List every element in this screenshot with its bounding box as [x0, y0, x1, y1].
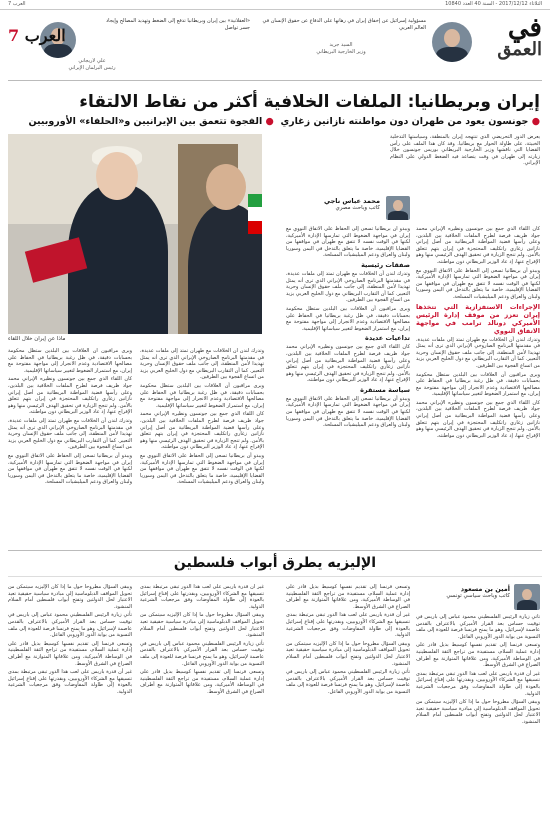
section-logo: [484, 13, 542, 60]
article2-author-name: أمين بن مسعود: [460, 585, 510, 593]
article-intro: يعرض الدور التحريضي الذي تنتهجه إيران بالمنطقة، وسياستها التدخلية الخبيثة، على طاولة الحوار مع بريطانيا. وقد كان هذا الملف على رأس القضايا التي ناقشها وزير الخارجية البريطاني بوريس جونسون خلال زيارته إلى طهران في وقت يتصاعد فيه الضغط الدولي على النظام الإيراني.: [390, 134, 540, 167]
author-title: كاتب وباحث مصري: [335, 205, 380, 211]
article2-column-1: تأتي زيارة الرئيس الفلسطيني محمود عباس إلى باريس في توقيت حساس بعد القرار الأميركي بالاعتراف بالقدس عاصمة لإسرائيل، وهو ما يمنح فرنسا فرصة للعودة إلى ملف التسوية من بوابة الدور الأوروبي الفاعل. وتسعى فرنسا إلى تقديم نفسها كوسيط بديل قادر على إدارة عملية السلام، مستفيدة من تراجع الثقة الفلسطينية في الوساطة الأميركية، ومن علاقاتها المتوازنة مع أطراف الصراع في الشرق الأوسط. غير أن قدرة باريس على لعب هذا الدور تبقى مرتبطة بمدى تنسيقها مع الشركاء الأوروبيين، وبقدرتها على إقناع إسرائيل بالعودة إلى طاولة المفاوضات وفق مرجعيات الشرعية الدولية. ويبقى السؤال مطروحا حول ما إذا كان الإليزيه سيتمكن من تحويل المواقف الدبلوماسية إلى مبادرة سياسية حقيقية تعيد الاعتبار لحل الدولتين وتفتح أبواب فلسطين أمام السلام المنشود.: [416, 614, 540, 725]
brand-mark: [8, 26, 66, 45]
top-strip: [0, 0, 550, 10]
article2-column-4: ويبقى السؤال مطروحا حول ما إذا كان الإليزيه سيتمكن من تحويل المواقف الدبلوماسية إلى مبادرة سياسية حقيقية تعيد الاعتبار لحل الدولتين وتفتح أبواب فلسطين أمام السلام المنشود. تأتي زيارة الرئيس الفلسطيني محمود عباس إلى باريس في توقيت حساس بعد القرار الأميركي بالاعتراف بالقدس عاصمة لإسرائيل، وهو ما يمنح فرنسا فرصة للعودة إلى ملف التسوية من بوابة الدور الأوروبي الفاعل. وتسعى فرنسا إلى تقديم نفسها كوسيط بديل قادر على إدارة عملية السلام، مستفيدة من تراجع الثقة الفلسطينية في الوساطة الأميركية، ومن علاقاتها المتوازنة مع أطراف الصراع في الشرق الأوسط. غير أن قدرة باريس على لعب هذا الدور تبقى مرتبطة بمدى تنسيقها مع الشركاء الأوروبيين، وبقدرتها على إقناع إسرائيل بالعودة إلى طاولة المفاوضات وفق مرجعيات الشرعية الدولية.: [8, 584, 132, 695]
person-right-title: وزير الخارجية البريطاني: [316, 49, 366, 55]
column-heading-red: الإجراءات الاستفزازية التي تتخذها إيران تعزز من موقف إدارة الرئيس الأميركي دونالد ترامب في مواجهة الاتفاق النووي: [416, 302, 540, 335]
person-left-title: رئيس البرلمان الإيراني: [68, 65, 116, 71]
column-heading-policy: سياسة مستقرة: [360, 385, 410, 394]
article2-column-2: وتسعى فرنسا إلى تقديم نفسها كوسيط بديل قادر على إدارة عملية السلام، مستفيدة من تراجع الثقة الفلسطينية في الوساطة الأميركية، ومن علاقاتها المتوازنة مع أطراف الصراع في الشرق الأوسط. غير أن قدرة باريس على لعب هذا الدور تبقى مرتبطة بمدى تنسيقها مع الشركاء الأوروبيين، وبقدرتها على إقناع إسرائيل بالعودة إلى طاولة المفاوضات وفق مرجعيات الشرعية الدولية. ويبقى السؤال مطروحا حول ما إذا كان الإليزيه سيتمكن من تحويل المواقف الدبلوماسية إلى مبادرة سياسية حقيقية تعيد الاعتبار لحل الدولتين وتفتح أبواب فلسطين أمام السلام المنشود. تأتي زيارة الرئيس الفلسطيني محمود عباس إلى باريس في توقيت حساس بعد القرار الأميركي بالاعتراف بالقدس عاصمة لإسرائيل، وهو ما يمنح فرنسا فرصة للعودة إلى ملف التسوية من بوابة الدور الأوروبي الفاعل.: [286, 584, 410, 695]
author-name: محمد عباس ناجي: [324, 197, 380, 205]
article-column-4: ويرى مراقبون أن العلاقات بين البلدين ستظل محكومة بحسابات دقيقة، في ظل رغبة بريطانيا في الحفاظ على مصالحها الاقتصادية وعدم الانجرار إلى مواجهة مفتوحة مع إيران، مع استمرار الضغوط لتغيير سياساتها الإقليمية. كان اللقاء الذي جمع بين جونسون ونظيره الإيراني محمد جواد ظريف فرصة لطرح الملفات الخلافية بين البلدين، وعلى رأسها قضية المواطنة البريطانية من أصل إيراني نازانين زغاري راتكليف المحتجزة في إيران بتهم تتعلق بالأمن. ولم تنجح الزيارة في تحقيق الهدف الرئيسي منها وهو الإفراج عنها، إذ عاد الوزير البريطاني دون مواطنته. وتدرك لندن أن الخلافات مع طهران تمتد إلى ملفات عديدة، في مقدمتها البرنامج الصاروخي الإيراني الذي ترى أنه يمثل تهديدا لأمن المنطقة، إلى جانب ملف حقوق الإنسان وحرية التعبير. كما أن التقارب البريطاني مع دول الخليج العربي يزيد من اتساع الفجوة بين الطرفين. ويبدو أن بريطانيا تسعى إلى الحفاظ على الاتفاق النووي مع إيران في مواجهة الضغوط التي تمارسها الإدارة الأميركية، لكنها في الوقت نفسه لا تتفق مع طهران في مواقفها من القضايا الإقليمية، خاصة ما يتعلق بالتدخل في اليمن وسوريا ولبنان والعراق ودعم الميليشيات المسلحة.: [8, 348, 132, 486]
article-column-3: وتدرك لندن أن الخلافات مع طهران تمتد إلى ملفات عديدة، في مقدمتها البرنامج الصاروخي الإيراني الذي ترى أنه يمثل تهديدا لأمن المنطقة، إلى جانب ملف حقوق الإنسان وحرية التعبير. كما أن التقارب البريطاني مع دول الخليج العربي يزيد من اتساع الفجوة بين الطرفين. ويرى مراقبون أن العلاقات بين البلدين ستظل محكومة بحسابات دقيقة، في ظل رغبة بريطانيا في الحفاظ على مصالحها الاقتصادية وعدم الانجرار إلى مواجهة مفتوحة مع إيران، مع استمرار الضغوط لتغيير سياساتها الإقليمية. كان اللقاء الذي جمع بين جونسون ونظيره الإيراني محمد جواد ظريف فرصة لطرح الملفات الخلافية بين البلدين، وعلى رأسها قضية المواطنة البريطانية من أصل إيراني نازانين زغاري راتكليف المحتجزة في إيران بتهم تتعلق بالأمن. ولم تنجح الزيارة في تحقيق الهدف الرئيسي منها وهو الإفراج عنها، إذ عاد الوزير البريطاني دون مواطنته. ويبدو أن بريطانيا تسعى إلى الحفاظ على الاتفاق النووي مع إيران في مواجهة الضغوط التي تمارسها الإدارة الأميركية، لكنها في الوقت نفسه لا تتفق مع طهران في مواقفها من القضايا الإقليمية، خاصة ما يتعلق بالتدخل في اليمن وسوريا ولبنان والعراق ودعم الميليشيات المسلحة.: [140, 348, 264, 486]
flag-icon: [248, 194, 262, 234]
article-headline: إيران وبريطانيا: الملفات الخلافية أكثر من نقاط الالتقاء: [79, 92, 540, 112]
avatar-right: [432, 22, 472, 62]
issue-date: الثلاثاء 2017/12/12 - السنة 40 العدد 10840: [445, 1, 542, 7]
column-heading-deals: صفقات رئيسية: [361, 260, 410, 269]
article2-author-avatar: [514, 584, 540, 610]
sub-headline-2: الفجوة تتعمق بين الإيرانيين و«الحلفاء» الأوروبيين: [28, 116, 263, 127]
logo-line-2: العمق: [497, 39, 542, 60]
article2-rule: [8, 576, 542, 577]
photo-caption: ماذا عن إيران خلال اللقاء: [8, 336, 66, 342]
sub-headline-1: جونسون يعود من طهران دون مواطنته نازانين زغاري: [280, 116, 529, 127]
teaser-right: مسؤولية إسرائيل عن إخفاق إيران في رهانها على الدفاع عن حقوق الإنسان في العالم العربي: [262, 18, 426, 31]
person-left-name: علي لاريجاني: [78, 58, 106, 64]
article-column-1: كان اللقاء الذي جمع بين جونسون ونظيره الإيراني محمد جواد ظريف فرصة لطرح الملفات الخلافية بين البلدين، وعلى رأسها قضية المواطنة البريطانية من أصل إيراني نازانين زغاري راتكليف المحتجزة في إيران بتهم تتعلق بالأمن. ولم تنجح الزيارة في تحقيق الهدف الرئيسي منها وهو الإفراج عنها، إذ عاد الوزير البريطاني دون مواطنته. ويبدو أن بريطانيا تسعى إلى الحفاظ على الاتفاق النووي مع إيران في مواجهة الضغوط التي تمارسها الإدارة الأميركية، لكنها في الوقت نفسه لا تتفق مع طهران في مواقفها من القضايا الإقليمية، خاصة ما يتعلق بالتدخل في اليمن وسوريا ولبنان والعراق ودعم الميليشيات المسلحة. الإجراءات الاستفزازية التي تتخذها إيران تعزز من موقف إدارة الرئيس الأميركي دونالد ترامب في مواجهة الاتفاق النووي وتدرك لندن أن الخلافات مع طهران تمتد إلى ملفات عديدة، في مقدمتها البرنامج الصاروخي الإيراني الذي ترى أنه يمثل تهديدا لأمن المنطقة، إلى جانب ملف حقوق الإنسان وحرية التعبير. كما أن التقارب البريطاني مع دول الخليج العربي يزيد من اتساع الفجوة بين الطرفين. ويرى مراقبون أن العلاقات بين البلدين ستظل محكومة بحسابات دقيقة، في ظل رغبة بريطانيا في الحفاظ على مصالحها الاقتصادية وعدم الانجرار إلى مواجهة مفتوحة مع إيران، مع استمرار الضغوط لتغيير سياساتها الإقليمية. كان اللقاء الذي جمع بين جونسون ونظيره الإيراني محمد جواد ظريف فرصة لطرح الملفات الخلافية بين البلدين، وعلى رأسها قضية المواطنة البريطانية من أصل إيراني نازانين زغاري راتكليف المحتجزة في إيران بتهم تتعلق بالأمن. ولم تنجح الزيارة في تحقيق الهدف الرئيسي منها وهو الإفراج عنها، إذ عاد الوزير البريطاني دون مواطنته.: [416, 226, 540, 439]
column-heading-consequences: تداعيات عديدة: [365, 334, 410, 343]
page-header: [0, 12, 550, 74]
page-number: 7: [8, 26, 20, 45]
logo-line-1: في: [507, 13, 542, 43]
teaser-left: «العقلانية» بين إيران وبريطانيا تدفع إلى الضغط وتهديد المصالح وإيجاد جسر تواصل: [105, 18, 250, 31]
article2-headline: الإليزيه يطرق أبواب فلسطين: [173, 555, 377, 571]
article2-byline: [430, 586, 510, 600]
person-right-name: السيد جريد: [329, 42, 353, 48]
section-label: العرب 7: [8, 1, 26, 7]
article-subheadline: ● جونسون يعود من طهران دون مواطنته نازانين زغاري ● الفجوة تتعمق بين الإيرانيين و«الحلفاء» الأوروبيين: [28, 116, 540, 127]
author-avatar: [386, 196, 410, 220]
section-rule: [8, 550, 542, 551]
article-column-2: ويبدو أن بريطانيا تسعى إلى الحفاظ على الاتفاق النووي مع إيران في مواجهة الضغوط التي تمارسها الإدارة الأميركية، لكنها في الوقت نفسه لا تتفق مع طهران في مواقفها من القضايا الإقليمية، خاصة ما يتعلق بالتدخل في اليمن وسوريا ولبنان والعراق ودعم الميليشيات المسلحة. صفقات رئيسية وتدرك لندن أن الخلافات مع طهران تمتد إلى ملفات عديدة، في مقدمتها البرنامج الصاروخي الإيراني الذي ترى أنه يمثل تهديدا لأمن المنطقة، إلى جانب ملف حقوق الإنسان وحرية التعبير. كما أن التقارب البريطاني مع دول الخليج العربي يزيد من اتساع الفجوة بين الطرفين. ويرى مراقبون أن العلاقات بين البلدين ستظل محكومة بحسابات دقيقة، في ظل رغبة بريطانيا في الحفاظ على مصالحها الاقتصادية وعدم الانجرار إلى مواجهة مفتوحة مع إيران، مع استمرار الضغوط لتغيير سياساتها الإقليمية. تداعيات عديدة كان اللقاء الذي جمع بين جونسون ونظيره الإيراني محمد جواد ظريف فرصة لطرح الملفات الخلافية بين البلدين، وعلى رأسها قضية المواطنة البريطانية من أصل إيراني نازانين زغاري راتكليف المحتجزة في إيران بتهم تتعلق بالأمن. ولم تنجح الزيارة في تحقيق الهدف الرئيسي منها وهو الإفراج عنها، إذ عاد الوزير البريطاني دون مواطنته. سياسة مستقرة ويبدو أن بريطانيا تسعى إلى الحفاظ على الاتفاق النووي مع إيران في مواجهة الضغوط التي تمارسها الإدارة الأميركية، لكنها في الوقت نفسه لا تتفق مع طهران في مواقفها من القضايا الإقليمية، خاصة ما يتعلق بالتدخل في اليمن وسوريا ولبنان والعراق ودعم الميليشيات المسلحة.: [286, 226, 410, 429]
author-byline: [310, 198, 380, 212]
article2-column-3: غير أن قدرة باريس على لعب هذا الدور تبقى مرتبطة بمدى تنسيقها مع الشركاء الأوروبيين، وبقدرتها على إقناع إسرائيل بالعودة إلى طاولة المفاوضات وفق مرجعيات الشرعية الدولية. ويبقى السؤال مطروحا حول ما إذا كان الإليزيه سيتمكن من تحويل المواقف الدبلوماسية إلى مبادرة سياسية حقيقية تعيد الاعتبار لحل الدولتين وتفتح أبواب فلسطين أمام السلام المنشود. تأتي زيارة الرئيس الفلسطيني محمود عباس إلى باريس في توقيت حساس بعد القرار الأميركي بالاعتراف بالقدس عاصمة لإسرائيل، وهو ما يمنح فرنسا فرصة للعودة إلى ملف التسوية من بوابة الدور الأوروبي الفاعل. وتسعى فرنسا إلى تقديم نفسها كوسيط بديل قادر على إدارة عملية السلام، مستفيدة من تراجع الثقة الفلسطينية في الوساطة الأميركية، ومن علاقاتها المتوازنة مع أطراف الصراع في الشرق الأوسط.: [140, 584, 264, 695]
header-rule: [8, 80, 542, 81]
article2-author-title: كاتب وباحث سياسي تونسي: [446, 593, 510, 599]
brand-prefix: العرب: [24, 26, 66, 45]
article-photo: [8, 134, 262, 334]
